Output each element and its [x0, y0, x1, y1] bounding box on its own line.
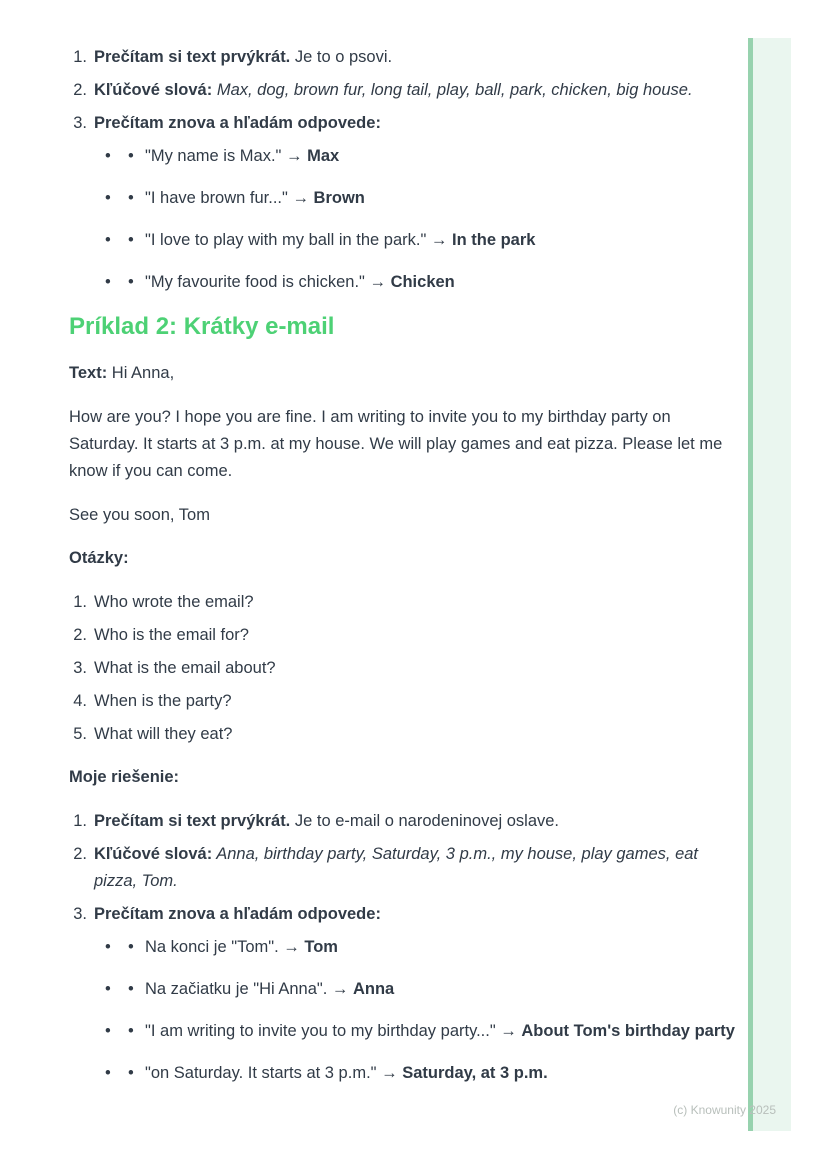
answer-lead: "I love to play with my ball in the park." →: [145, 231, 453, 249]
list-number: 2.: [73, 626, 87, 644]
answer-lead: "I am writing to invite you to my birthday party..." →: [145, 1022, 522, 1040]
step-text: [94, 841, 740, 895]
question-text: Who wrote the email?: [94, 593, 254, 611]
question-text: Who is the email for?: [94, 626, 249, 644]
bullet-icon: •: [128, 1022, 134, 1040]
answer-item: [105, 934, 740, 961]
answer-item: [105, 185, 740, 212]
accent-bar: [748, 38, 791, 1131]
bullet-icon: •: [128, 1064, 134, 1082]
question-text: What will they eat?: [94, 725, 233, 743]
step-text: [94, 44, 740, 71]
list-number: 2.: [73, 81, 87, 99]
answer-bold: In the park: [452, 231, 536, 249]
answer-bold: Anna: [352, 980, 395, 998]
answer-bold: Saturday, at 3 p.m.: [402, 1064, 548, 1082]
step-text: [94, 808, 740, 835]
answer-item: [105, 976, 740, 1003]
bullet-icon: •: [105, 1022, 111, 1040]
step-bold: Kľúčové slová:: [94, 81, 213, 99]
list-number: 4.: [73, 692, 87, 710]
answer-bold: Max: [307, 147, 340, 165]
bullet-icon: •: [105, 938, 111, 956]
example1-steps-list: [69, 44, 740, 137]
step-bold: Prečítam si text prvýkrát.: [94, 48, 291, 66]
text-intro: Hi Anna,: [107, 364, 175, 382]
answer-bold: Chicken: [390, 273, 455, 291]
step-bold: Prečítam si text prvýkrát.: [94, 812, 291, 830]
list-number: 3.: [73, 114, 87, 132]
answer-text: [145, 269, 740, 296]
step-item: [69, 110, 740, 137]
answer-text: [145, 185, 740, 212]
example2-answers-list: [69, 934, 740, 1087]
question-item: [69, 589, 740, 616]
document-content: [69, 44, 740, 1093]
answer-text: [145, 976, 740, 1003]
list-number: 3.: [73, 659, 87, 677]
question-text: When is the party?: [94, 692, 232, 710]
answer-text: [145, 1060, 740, 1087]
answer-lead: Na konci je "Tom". →: [145, 938, 305, 956]
answer-text: [145, 934, 740, 961]
solution-label: [69, 764, 740, 791]
answer-lead: Na začiatku je "Hi Anna". →: [145, 980, 353, 998]
step-rest: Je to o psovi.: [290, 48, 393, 66]
example2-steps-list: [69, 808, 740, 928]
step-text: [94, 77, 740, 104]
step-item: [69, 901, 740, 928]
answer-item: [105, 227, 740, 254]
step-item: [69, 808, 740, 835]
email-signoff: See you soon, Tom: [69, 506, 210, 524]
step-bold: Prečítam znova a hľadám odpovede:: [94, 905, 381, 923]
bullet-icon: •: [128, 231, 134, 249]
step-bold: Prečítam znova a hľadám odpovede:: [94, 114, 381, 132]
bullet-icon: •: [105, 189, 111, 207]
bullet-icon: •: [128, 273, 134, 291]
answer-item: [105, 269, 740, 296]
question-item: [69, 721, 740, 748]
answer-lead: "I have brown fur..." →: [145, 189, 314, 207]
bullet-icon: •: [105, 1064, 111, 1082]
step-rest: Je to e-mail o narodeninovej oslave.: [290, 812, 560, 830]
bullet-icon: •: [105, 273, 111, 291]
footer-credit: (c) Knowunity 2025: [673, 1103, 776, 1117]
example1-answers-list: [69, 143, 740, 296]
answer-bold: Brown: [313, 189, 365, 207]
solution-label-text: Moje riešenie:: [69, 768, 180, 786]
step-keywords: Max, dog, brown fur, long tail, play, ball, park, chicken, big house.: [212, 81, 693, 99]
answer-text: [145, 227, 740, 254]
answer-lead: "on Saturday. It starts at 3 p.m." →: [145, 1064, 403, 1082]
answer-text: [145, 143, 740, 170]
list-number: 5.: [73, 725, 87, 743]
text-label: Text:: [69, 364, 108, 382]
step-text: [94, 901, 740, 928]
question-text: What is the email about?: [94, 659, 276, 677]
answer-lead: "My name is Max." →: [145, 147, 308, 165]
example2-heading: Príklad 2: Krátky e-mail: [69, 313, 335, 340]
bullet-icon: •: [128, 938, 134, 956]
accent-bar-fill: [753, 38, 791, 1131]
answer-lead: "My favourite food is chicken." →: [145, 273, 391, 291]
list-number: 1.: [73, 812, 87, 830]
list-number: 1.: [73, 48, 87, 66]
step-item: [69, 77, 740, 104]
email-intro: [69, 360, 740, 387]
question-item: [69, 655, 740, 682]
bullet-icon: •: [105, 231, 111, 249]
bullet-icon: •: [128, 980, 134, 998]
bullet-icon: •: [105, 980, 111, 998]
question-item: [69, 688, 740, 715]
questions-label: [69, 545, 740, 572]
list-number: 3.: [73, 905, 87, 923]
step-item: [69, 44, 740, 71]
step-text: [94, 110, 740, 137]
step-bold: Kľúčové slová:: [94, 845, 213, 863]
answer-text: [145, 1018, 740, 1045]
bullet-icon: •: [105, 147, 111, 165]
answer-bold: Tom: [304, 938, 338, 956]
step-item: [69, 841, 740, 895]
answer-item: [105, 1018, 740, 1045]
email-body: How are you? I hope you are fine. I am writing to invite you to my birthday party on Saturday. It starts at 3 p.m. at my house. We will play games and eat pizza. Please let me know if you can come.: [69, 408, 723, 480]
answer-bold: About Tom's birthday party: [521, 1022, 735, 1040]
questions-list: [69, 589, 740, 748]
question-item: [69, 622, 740, 649]
answer-item: [105, 1060, 740, 1087]
questions-label-text: Otázky:: [69, 549, 129, 567]
answer-item: [105, 143, 740, 170]
list-number: 2.: [73, 845, 87, 863]
bullet-icon: •: [128, 147, 134, 165]
list-number: 1.: [73, 593, 87, 611]
bullet-icon: •: [128, 189, 134, 207]
step-keywords: Anna, birthday party, Saturday, 3 p.m., my house, play games, eat pizza, Tom.: [94, 845, 699, 890]
